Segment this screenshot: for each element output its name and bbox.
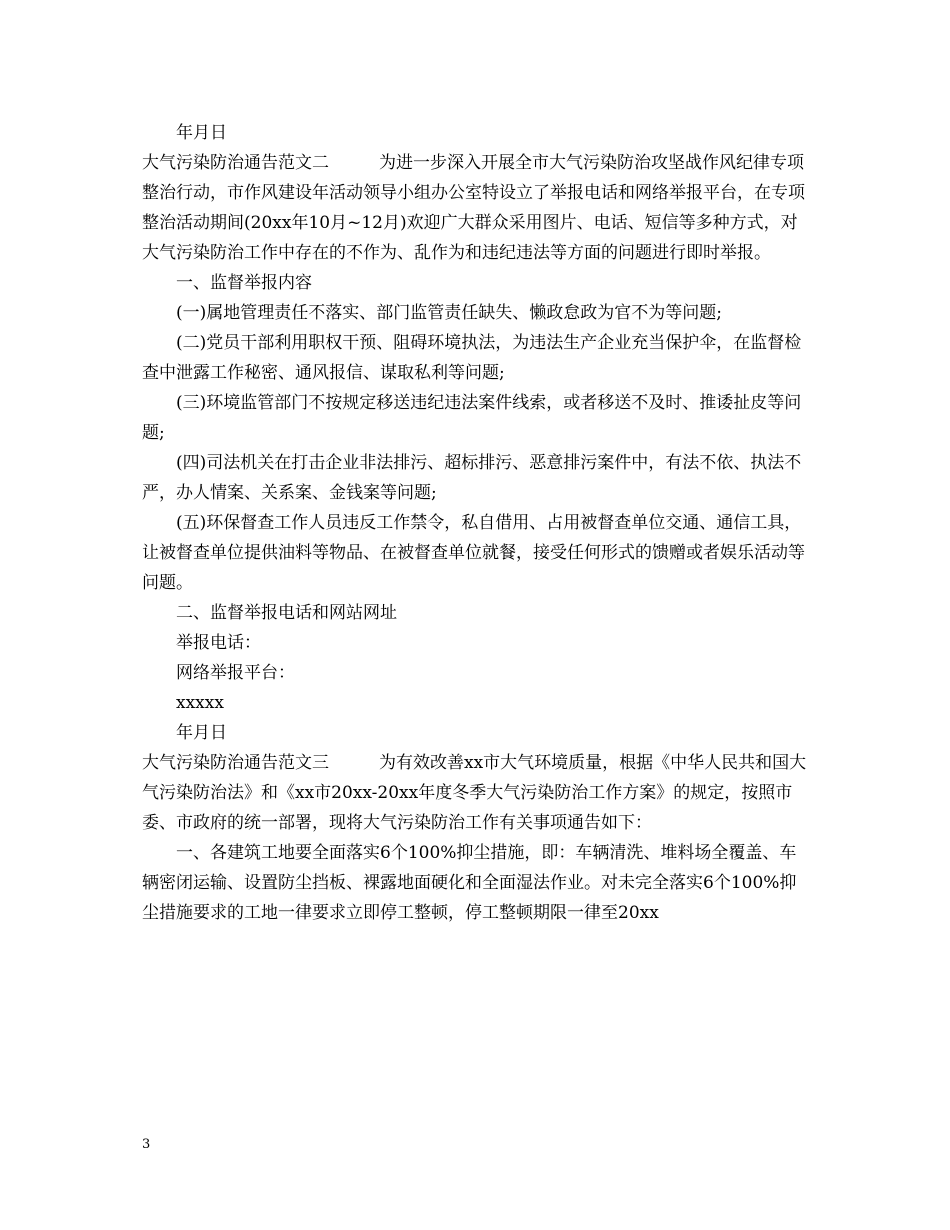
signature-line: xxxxx xyxy=(176,693,224,713)
list-item: (五)环保督查工作人员违反工作禁令，私自借用、占用被督查单位交通、通信工具，让被督查单位提供油料等物品、在被督查单位就餐，接受任何形式的馈赠或者娱乐活动等问题。 xyxy=(142,513,805,593)
paragraph-sample-two xyxy=(142,148,812,268)
sample-three-heading: 大气污染防治通告范文三 xyxy=(142,753,329,773)
list-item: (二)党员干部利用职权干预、阻碍环境执法，为违法生产企业充当保护伞，在监督检查中泄露工作秘密、通风报信、谋取私利等问题; xyxy=(142,333,802,383)
document-body xyxy=(142,118,812,928)
list-item: (一)属地管理责任不落实、部门监管责任缺失、懒政怠政为官不为等问题; xyxy=(176,303,722,323)
paragraph-sample-three xyxy=(142,748,812,838)
hotline-label: 举报电话： xyxy=(176,633,261,653)
section-heading-content: 一、监督举报内容 xyxy=(176,273,312,293)
date-line: 年月日 xyxy=(176,723,227,743)
list-item: (三)环境监管部门不按规定移送违纪违法案件线索，或者移送不及时、推诿扯皮等问题; xyxy=(142,393,802,443)
list-item: (四)司法机关在打击企业非法排污、超标排污、恶意排污案件中，有法不依、执法不严，办人情案、关系案、金钱案等问题; xyxy=(142,453,802,503)
page-number: 3 xyxy=(142,1137,151,1152)
paragraph-item-one: 一、各建筑工地要全面落实6个100%抑尘措施，即：车辆清洗、堆料场全覆盖、车辆密闭运输、设置防尘挡板、裸露地面硬化和全面湿法作业。对未完全落实6个100%抑尘措施要求的工地一律要求立即停工整顿，停工整顿期限一律至20xx xyxy=(142,843,797,923)
sample-three-body: 为有效改善xx市大气环境质量，根据《中华人民共和国大气污染防治法》和《xx市20xx-20xx年度冬季大气污染防治工作方案》的规定，按照市委、市政府的统一部署，现将大气污染防治工作有关事项通告如下： xyxy=(142,753,807,833)
sample-two-body: 为进一步深入开展全市大气污染防治攻坚战作风纪律专项整治行动，市作风建设年活动领导小组办公室特设立了举报电话和网络举报平台，在专项整治活动期间(20xx年10月~12月)欢迎广大群众采用图片、电话、短信等多种方式，对大气污染防治工作中存在的不作为、乱作为和违纪违法等方面的问题进行即时举报。 xyxy=(142,153,805,263)
platform-label: 网络举报平台： xyxy=(176,663,295,683)
date-line: 年月日 xyxy=(176,123,227,143)
section-heading-contact: 二、监督举报电话和网站网址 xyxy=(176,603,397,623)
sample-two-heading: 大气污染防治通告范文二 xyxy=(142,153,329,173)
